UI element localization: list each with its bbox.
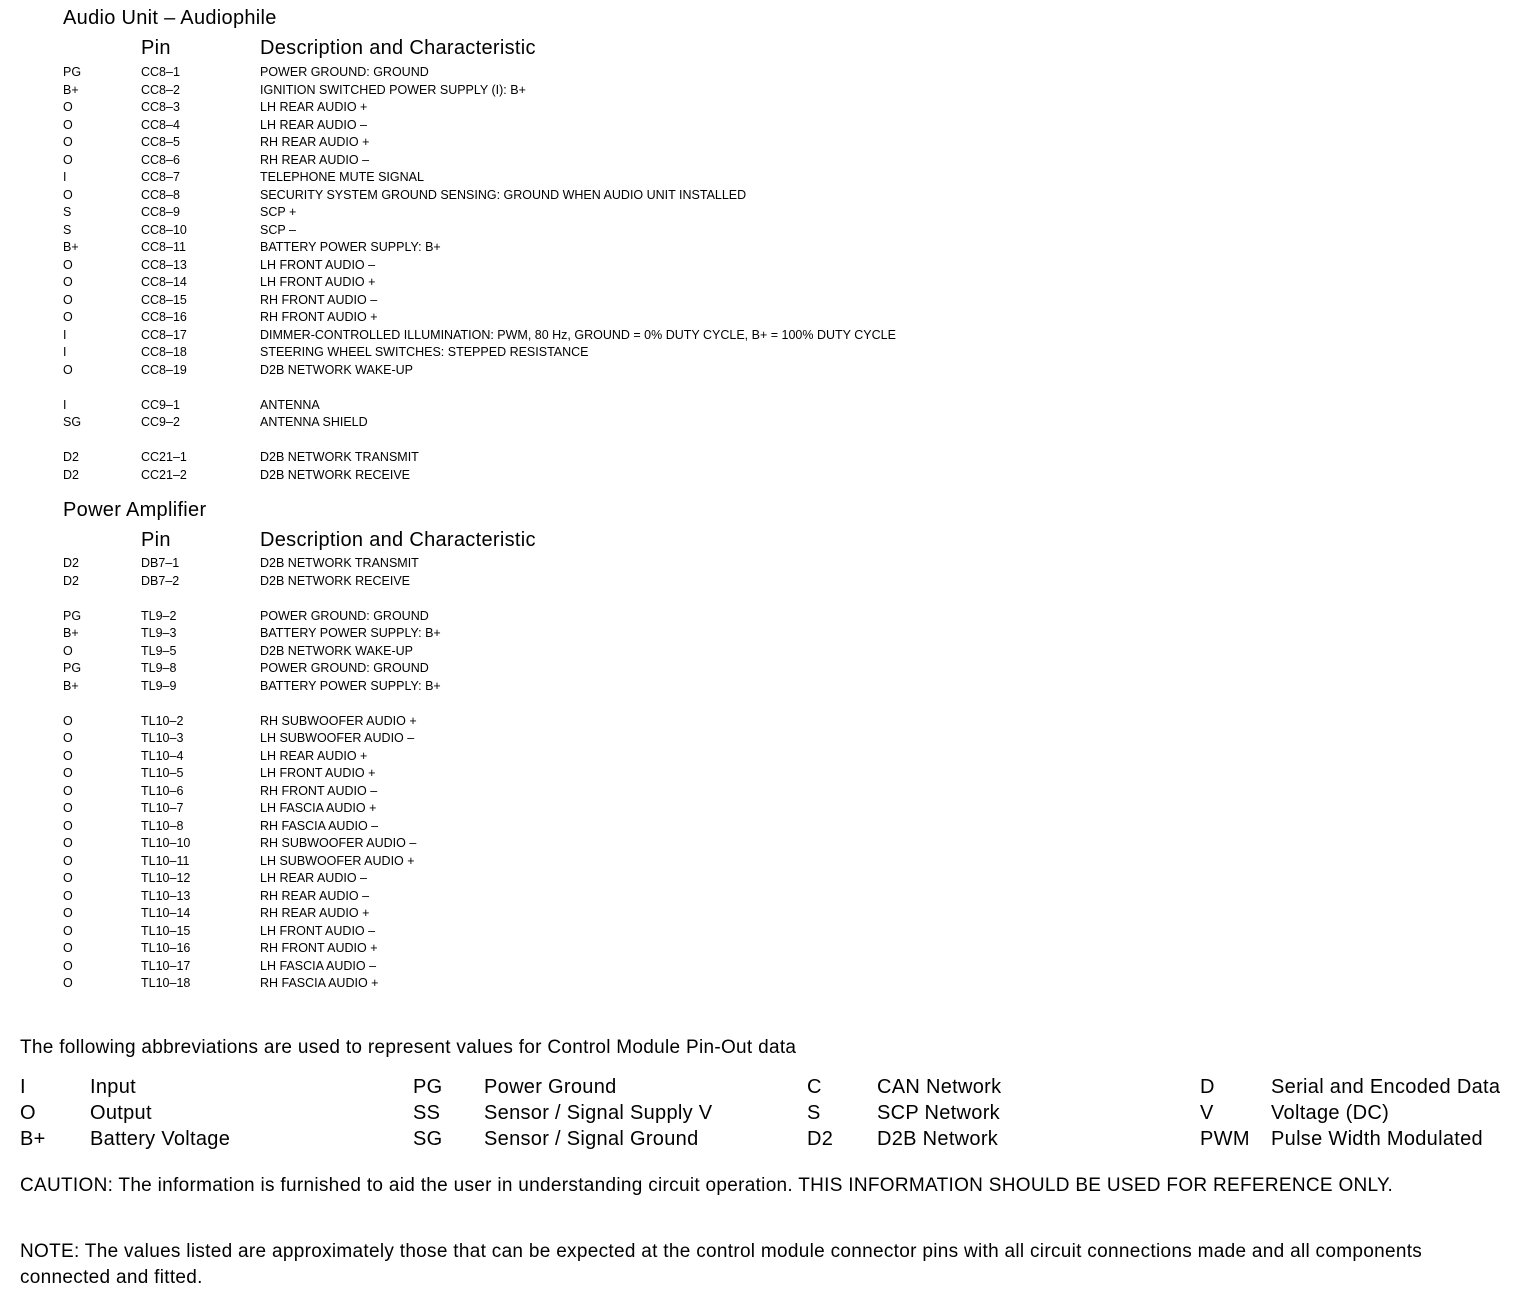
pin-number: TL10–8 [141,818,184,833]
description-column-header: Description and Characteristic [260,529,536,551]
pin-type: O [63,257,73,272]
pin-number: TL10–18 [141,976,191,990]
pin-description: RH REAR AUDIO – [260,888,370,903]
pin-number: CC8–17 [141,327,187,342]
abbr-code: D2 [807,1128,834,1150]
pin-column-header: Pin [141,529,171,551]
pin-type: O [63,187,73,202]
pin-number: TL10–15 [141,923,191,938]
pin-description: POWER GROUND: GROUND [260,65,429,79]
pin-description: LH SUBWOOFER AUDIO + [260,853,415,868]
pin-type: I [63,327,67,342]
pin-description: BATTERY POWER SUPPLY: B+ [260,626,441,640]
pin-number: CC8–5 [141,135,180,149]
pin-description: RH FRONT AUDIO – [260,783,378,798]
pin-description: RH FRONT AUDIO + [260,310,378,324]
pin-type: SG [63,415,82,429]
pin-number: TL10–12 [141,871,191,885]
pin-description: POWER GROUND: GROUND [260,608,429,623]
pin-number: TL10–3 [141,731,184,745]
pin-description: DIMMER-CONTROLLED ILLUMINATION: PWM, 80 Hz, GROUND = 0% DUTY CYCLE, B+ = 100% DUTY CYCLE [260,327,896,342]
abbr-meaning: Input [90,1076,136,1098]
pin-number: TL10–5 [141,766,184,780]
pin-description: ANTENNA [260,397,320,412]
pin-type: O [63,643,73,658]
pin-description: LH FASCIA AUDIO – [260,958,377,973]
pin-number: DB7–2 [141,573,180,588]
pin-number: TL10–13 [141,888,191,903]
abbr-code: SG [413,1128,443,1150]
pin-type: O [63,888,73,903]
pin-number: CC8–2 [141,82,180,97]
pin-number: CC21–1 [141,450,187,464]
pin-type: PG [63,65,82,79]
pin-description: RH FASCIA AUDIO + [260,976,379,990]
pin-type: O [63,292,73,307]
pin-description: ANTENNA SHIELD [260,415,368,429]
abbreviations-intro: The following abbreviations are used to represent values for Control Module Pin-Out data [20,1037,797,1058]
abbr-code: SS [413,1102,441,1124]
pin-description: RH REAR AUDIO + [260,906,370,920]
abbr-meaning: Pulse Width Modulated [1271,1128,1483,1150]
pin-description: LH REAR AUDIO – [260,871,367,885]
pin-type: I [63,345,67,359]
pin-type: O [63,976,73,990]
pin-column-header: Pin [141,37,171,59]
pin-type: I [63,170,67,184]
pin-type: O [63,731,73,745]
pin-description: STEERING WHEEL SWITCHES: STEPPED RESISTANCE [260,345,589,359]
pin-type: PG [63,661,82,675]
pin-number: TL10–4 [141,748,184,763]
pin-type: O [63,766,73,780]
pin-number: TL10–17 [141,958,191,973]
pin-type: O [63,836,73,850]
abbr-code: D [1200,1076,1215,1098]
pin-type: O [63,100,73,114]
pin-type: O [63,310,73,324]
pin-description: RH FASCIA AUDIO – [260,818,379,833]
pin-type: O [63,853,73,868]
pin-description: D2B NETWORK TRANSMIT [260,450,419,464]
pin-description: POWER GROUND: GROUND [260,661,429,675]
description-column-header: Description and Characteristic [260,37,536,59]
pin-description: LH FRONT AUDIO – [260,257,376,272]
pin-description: LH FRONT AUDIO – [260,923,376,938]
abbr-meaning: Voltage (DC) [1271,1102,1390,1124]
pin-description: D2B NETWORK WAKE-UP [260,643,414,658]
abbr-code: B+ [20,1128,46,1150]
pin-type: B+ [63,240,79,254]
pin-number: CC21–2 [141,467,187,482]
pin-number: CC8–16 [141,310,187,324]
pin-number: TL10–14 [141,906,191,920]
pin-description: LH REAR AUDIO – [260,117,367,132]
pin-type: PG [63,608,82,623]
pin-number: CC8–13 [141,257,187,272]
pin-description: IGNITION SWITCHED POWER SUPPLY (I): B+ [260,82,526,97]
pin-number: CC8–6 [141,152,180,167]
pin-description: LH SUBWOOFER AUDIO – [260,731,415,745]
abbr-meaning: SCP Network [877,1102,1000,1124]
section-title-audio-unit: Audio Unit – Audiophile [63,7,277,29]
pin-number: CC8–19 [141,362,187,377]
pin-type: O [63,152,73,167]
pin-number: CC8–3 [141,100,180,114]
pin-description: BATTERY POWER SUPPLY: B+ [260,240,441,254]
abbr-meaning: Battery Voltage [90,1128,231,1150]
pin-type: O [63,362,73,377]
pin-description: SECURITY SYSTEM GROUND SENSING: GROUND WHEN AUDIO UNIT INSTALLED [260,187,747,202]
abbr-code: S [807,1102,821,1124]
pin-type: I [63,397,67,412]
pin-description: LH REAR AUDIO + [260,100,368,114]
pin-description: D2B NETWORK RECEIVE [260,573,411,588]
pin-description: SCP + [260,205,297,219]
pin-type: O [63,783,73,798]
pin-type: O [63,958,73,973]
pin-number: TL10–11 [141,853,190,868]
pin-number: TL9–9 [141,678,177,693]
pin-type: S [63,222,72,237]
pin-type: D2 [63,450,79,464]
abbr-code: V [1200,1102,1214,1124]
pin-type: D2 [63,467,79,482]
abbr-code: O [20,1102,36,1124]
section-title-power-amplifier: Power Amplifier [63,499,207,521]
pin-number: CC8–4 [141,117,180,132]
pin-description: D2B NETWORK RECEIVE [260,467,411,482]
pin-description: RH REAR AUDIO – [260,152,370,167]
pin-type: O [63,713,73,728]
pin-description: D2B NETWORK TRANSMIT [260,556,419,570]
pin-description: RH REAR AUDIO + [260,135,370,149]
pin-number: TL9–8 [141,661,177,675]
pin-number: CC8–9 [141,205,180,219]
pin-number: TL10–16 [141,941,191,955]
pin-description: RH FRONT AUDIO + [260,941,378,955]
pin-type: O [63,135,73,149]
pin-description: RH SUBWOOFER AUDIO – [260,836,417,850]
pin-number: TL9–2 [141,608,177,623]
pin-number: TL10–2 [141,713,184,728]
abbr-code: PWM [1200,1128,1250,1150]
pin-description: RH SUBWOOFER AUDIO + [260,713,417,728]
pin-description: LH FRONT AUDIO + [260,766,376,780]
pin-type: O [63,906,73,920]
pin-type: B+ [63,626,79,640]
pin-type: S [63,205,72,219]
pin-description: LH FASCIA AUDIO + [260,801,377,815]
pin-number: TL10–7 [141,801,184,815]
abbr-meaning: D2B Network [877,1128,999,1150]
pin-number: CC9–1 [141,397,180,412]
abbr-code: I [20,1076,26,1098]
abbr-code: PG [413,1076,443,1098]
pin-description: LH FRONT AUDIO + [260,275,376,289]
abbr-meaning: Sensor / Signal Supply V [484,1102,713,1124]
pin-type: O [63,117,73,132]
abbr-code: C [807,1076,822,1098]
pin-number: TL10–6 [141,783,184,798]
caution-text: CAUTION: The information is furnished to aid the user in understanding circuit operation. THIS INFORMATION SHOULD BE USED FOR REFERENCE ONLY. [20,1175,1394,1196]
pin-number: CC8–8 [141,187,180,202]
pin-description: D2B NETWORK WAKE-UP [260,362,414,377]
pin-type: O [63,923,73,938]
pin-type: O [63,871,73,885]
pin-number: CC8–1 [141,65,180,79]
pin-type: B+ [63,678,79,693]
pin-type: O [63,748,73,763]
pin-description: LH REAR AUDIO + [260,748,368,763]
abbr-meaning: Output [90,1102,152,1124]
pin-number: CC8–18 [141,345,187,359]
pin-number: DB7–1 [141,556,180,570]
abbr-meaning: Sensor / Signal Ground [484,1128,699,1150]
abbr-meaning: Power Ground [484,1076,617,1098]
pin-number: TL10–10 [141,836,191,850]
pin-number: TL9–5 [141,643,177,658]
pin-number: CC9–2 [141,415,180,429]
pin-description: TELEPHONE MUTE SIGNAL [260,170,424,184]
pin-type: O [63,941,73,955]
pin-type: D2 [63,556,79,570]
pin-type: O [63,275,73,289]
pin-type: O [63,818,73,833]
pin-description: RH FRONT AUDIO – [260,292,378,307]
pin-number: CC8–7 [141,170,180,184]
pin-type: B+ [63,82,79,97]
note-text: NOTE: The values listed are approximately those that can be expected at the control module connector pins with all circuit connections made and all components connected and fitted. [20,1241,1423,1288]
pin-description: SCP – [260,222,296,237]
pin-number: TL9–3 [141,626,177,640]
pin-type: D2 [63,573,79,588]
pin-description: BATTERY POWER SUPPLY: B+ [260,678,441,693]
pin-number: CC8–11 [141,240,186,254]
pin-type: O [63,801,73,815]
pin-number: CC8–10 [141,222,187,237]
abbr-meaning: CAN Network [877,1076,1002,1098]
pin-number: CC8–14 [141,275,187,289]
pin-number: CC8–15 [141,292,187,307]
abbr-meaning: Serial and Encoded Data [1271,1076,1501,1098]
